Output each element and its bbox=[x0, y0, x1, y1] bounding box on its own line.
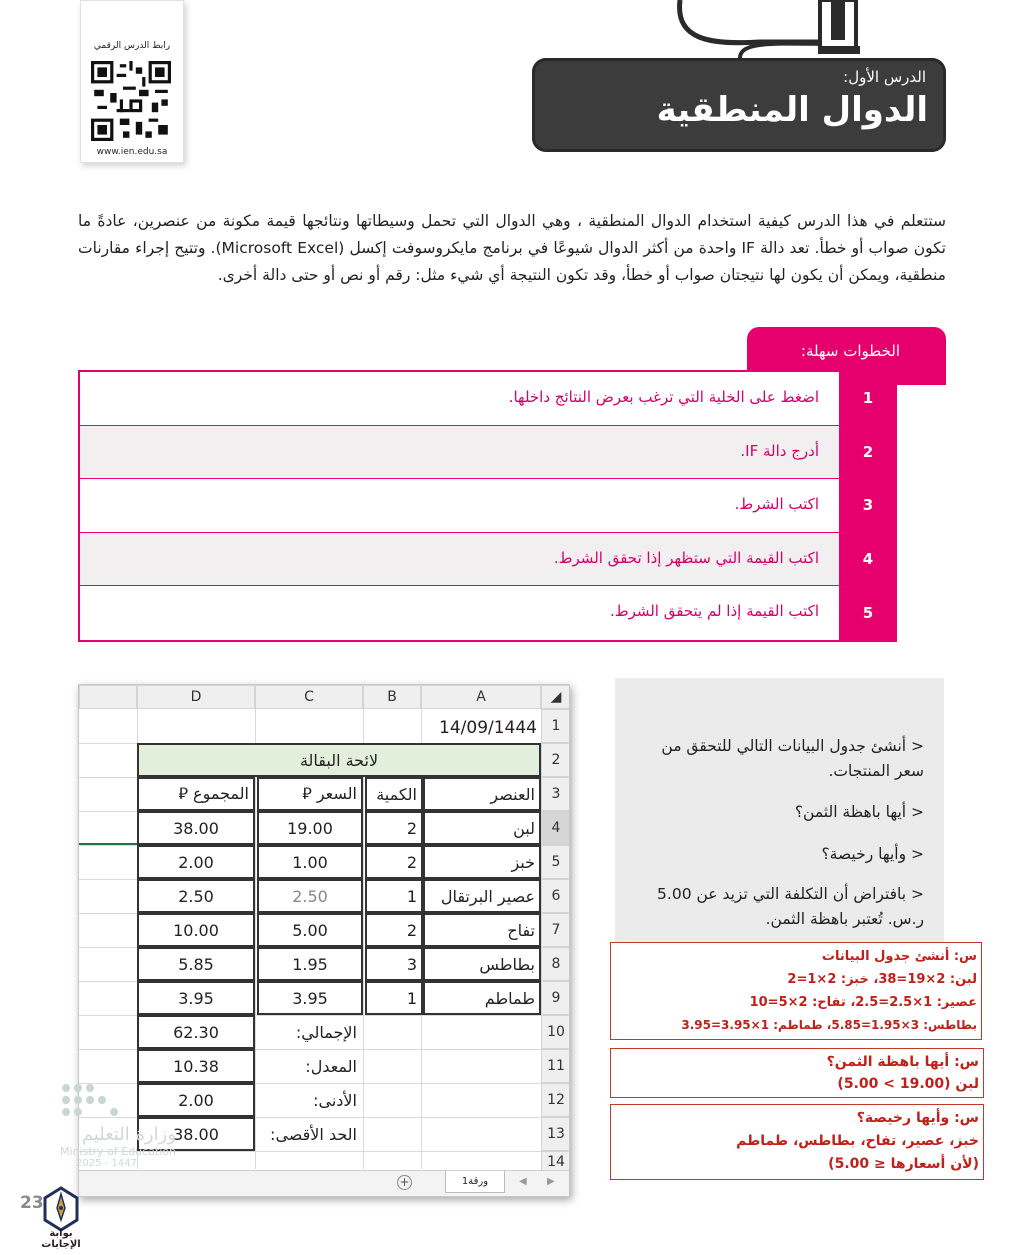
qty-cell[interactable]: 2 bbox=[365, 845, 423, 879]
column-header-b[interactable]: B bbox=[363, 685, 421, 709]
page-number: 23 bbox=[20, 1193, 44, 1213]
steps-table bbox=[78, 370, 897, 642]
answer-box-2 bbox=[610, 1048, 984, 1098]
instruction-item: < وأيها رخيصة؟ bbox=[821, 845, 924, 863]
step-text: اكتب القيمة إذا لم يتحقق الشرط. bbox=[609, 602, 819, 621]
total-cell[interactable]: 2.50 bbox=[137, 879, 255, 913]
header-qty[interactable]: الكمية bbox=[365, 777, 423, 811]
item-cell[interactable]: تفاح bbox=[423, 913, 541, 947]
price-cell[interactable]: 1.95 bbox=[257, 947, 363, 981]
lesson-subtitle: الدرس الأول: bbox=[843, 68, 926, 86]
ministry-watermark bbox=[60, 1080, 176, 1169]
row-header[interactable]: 2 bbox=[541, 743, 570, 777]
header-item[interactable]: العنصر bbox=[423, 777, 541, 811]
answer-line: عصير: 1×2.5=2.5، تفاح: 2×5=10 bbox=[749, 995, 977, 1010]
summary-label[interactable]: الأدنى: bbox=[313, 1090, 357, 1110]
watermark-arabic: وزارة التعليم bbox=[81, 1124, 177, 1145]
total-cell[interactable]: 2.00 bbox=[137, 845, 255, 879]
step-number: 4 bbox=[841, 533, 895, 586]
row-header[interactable]: 3 bbox=[541, 777, 570, 811]
price-cell[interactable]: 1.00 bbox=[257, 845, 363, 879]
qty-cell[interactable]: 2 bbox=[365, 811, 423, 845]
summary-value[interactable]: 2.00 bbox=[137, 1083, 255, 1117]
step-row bbox=[80, 533, 895, 587]
header-total[interactable]: المجموع ⃁ bbox=[137, 777, 255, 811]
qty-cell[interactable]: 1 bbox=[365, 981, 423, 1015]
column-header-blank[interactable] bbox=[79, 685, 137, 709]
step-text: اضغط على الخلية التي ترغب بعرض النتائج داخلها. bbox=[508, 388, 819, 406]
column-header-c[interactable]: C bbox=[255, 685, 363, 709]
scroll-right-icon[interactable]: ▶ bbox=[547, 1176, 555, 1187]
lesson-title: الدوال المنطقية bbox=[656, 90, 928, 130]
instructions-panel bbox=[615, 678, 944, 946]
item-cell[interactable]: خبز bbox=[423, 845, 541, 879]
price-cell[interactable]: 3.95 bbox=[257, 981, 363, 1015]
add-sheet-button[interactable]: + bbox=[397, 1175, 412, 1190]
scroll-left-icon[interactable]: ◀ bbox=[519, 1176, 527, 1187]
row-header[interactable]: 13 bbox=[541, 1117, 570, 1151]
row-header[interactable]: 1 bbox=[541, 709, 570, 743]
answer-line: لبن: 2×19=38، خبز: 2×1=2 bbox=[787, 972, 977, 987]
row-header[interactable]: 6 bbox=[541, 879, 570, 913]
total-cell[interactable]: 3.95 bbox=[137, 981, 255, 1015]
step-number: 2 bbox=[841, 426, 895, 479]
price-cell[interactable]: 2.50 bbox=[257, 879, 363, 913]
instruction-item: < أنشئ جدول البيانات التالي للتحقق من سعر المنتجات. bbox=[661, 737, 924, 780]
row-header[interactable]: 5 bbox=[541, 845, 570, 879]
answer-line: بطاطس: 3×1.95=5.85، طماطم: 1×3.95=3.95 bbox=[681, 1018, 977, 1032]
summary-label[interactable]: الإجمالي: bbox=[295, 1022, 357, 1042]
site-logo[interactable] bbox=[28, 1186, 94, 1250]
summary-value[interactable]: 62.30 bbox=[137, 1015, 255, 1049]
summary-value[interactable]: 38.00 bbox=[137, 1117, 255, 1151]
step-text: اكتب الشرط. bbox=[734, 495, 819, 514]
step-row bbox=[80, 372, 895, 426]
row-header[interactable]: 7 bbox=[541, 913, 570, 947]
pen-badge-icon bbox=[41, 1186, 81, 1232]
qr-url[interactable]: www.ien.edu.sa bbox=[96, 147, 168, 157]
list-title-cell[interactable]: لائحة البقالة bbox=[137, 743, 541, 777]
qty-cell[interactable]: 3 bbox=[365, 947, 423, 981]
step-text: اكتب القيمة التي ستظهر إذا تحقق الشرط. bbox=[553, 548, 819, 567]
price-cell[interactable]: 5.00 bbox=[257, 913, 363, 947]
sheet-tab[interactable]: ورقة1 bbox=[445, 1171, 505, 1193]
item-cell[interactable]: بطاطس bbox=[423, 947, 541, 981]
total-cell[interactable]: 5.85 bbox=[137, 947, 255, 981]
step-row bbox=[80, 586, 895, 640]
row-header[interactable]: 8 bbox=[541, 947, 570, 981]
qty-cell[interactable]: 1 bbox=[365, 879, 423, 913]
total-cell[interactable]: 38.00 bbox=[137, 811, 255, 845]
item-cell[interactable]: عصير البرتقال bbox=[423, 879, 541, 913]
step-number: 5 bbox=[841, 586, 895, 640]
sheet-tab-bar bbox=[79, 1170, 569, 1196]
summary-label[interactable]: الحد الأقصى: bbox=[270, 1124, 357, 1144]
watermark-english: Ministry of Education bbox=[60, 1145, 177, 1158]
watermark-year: 2025 - 1447 bbox=[76, 1158, 137, 1169]
total-cell[interactable]: 10.00 bbox=[137, 913, 255, 947]
steps-header-label: الخطوات سهلة: bbox=[800, 342, 900, 360]
answer-line: (لأن أسعارها ≤ 5.00) bbox=[828, 1156, 979, 1172]
step-row bbox=[80, 426, 895, 480]
header-price[interactable]: السعر ⃁ bbox=[257, 777, 363, 811]
column-header-a[interactable]: A bbox=[421, 685, 541, 709]
summary-label[interactable]: المعدل: bbox=[305, 1056, 357, 1076]
answer-line: س: أيها باهظة الثمن؟ bbox=[826, 1054, 979, 1070]
row-header[interactable]: 11 bbox=[541, 1049, 570, 1083]
row-header-selected[interactable]: 4 bbox=[541, 811, 570, 845]
row-header[interactable]: 9 bbox=[541, 981, 570, 1015]
step-number: 3 bbox=[841, 479, 895, 532]
date-cell[interactable]: 14/09/1444 bbox=[439, 718, 537, 738]
item-cell[interactable]: لبن bbox=[423, 811, 541, 845]
instruction-item: < بافتراض أن التكلفة التي تزيد عن 5.00 ر.س. تُعتبر باهظة الثمن. bbox=[657, 885, 924, 928]
step-row bbox=[80, 479, 895, 533]
qr-caption: رابط الدرس الرقمي bbox=[93, 41, 171, 51]
column-header-d[interactable]: D bbox=[137, 685, 255, 709]
answer-box-3 bbox=[610, 1104, 984, 1180]
row-header[interactable]: 10 bbox=[541, 1015, 570, 1049]
logo-label: بوابة الإجابات bbox=[41, 1228, 81, 1250]
answer-line: س: وأيها رخيصة؟ bbox=[856, 1110, 979, 1126]
answer-line: خبز، عصير، تفاح، بطاطس، طماطم bbox=[736, 1133, 979, 1149]
price-cell[interactable]: 19.00 bbox=[257, 811, 363, 845]
ministry-logo-icon bbox=[60, 1080, 160, 1120]
row-header[interactable]: 12 bbox=[541, 1083, 570, 1117]
answer-box-1 bbox=[610, 942, 982, 1040]
intro-paragraph: ستتعلم في هذا الدرس كيفية استخدام الدوال المنطقية ، وهي الدوال التي تحمل وسيطاتها ونتائجها قيمة مكونة من عنصرين، عادةً ما تكون صواب أو خطأ. تعد دالة IF واحدة من أكثر الدوال شيوعًا في برنامج مايكروسوفت إكسل (Microsoft Excel). وتتيح إجراء مقارنات منطقية، ويمكن أن يكون لها نتيجتان صواب أو خطأ، وقد تكون النتيجة أي شيء مثل: رقم أو نص أو حتى دالة أخرى. bbox=[78, 212, 946, 284]
answer-line: لبن (19.00 > 5.00) bbox=[837, 1076, 979, 1092]
step-number: 1 bbox=[841, 372, 895, 425]
step-text: أدرج دالة IF. bbox=[740, 441, 819, 460]
instruction-item: < أيها باهظة الثمن؟ bbox=[794, 803, 924, 821]
answer-line: س: أنشئ جدول البيانات bbox=[821, 949, 977, 964]
summary-value[interactable]: 10.38 bbox=[137, 1049, 255, 1083]
item-cell[interactable]: طماطم bbox=[423, 981, 541, 1015]
lesson-title-banner bbox=[532, 58, 946, 152]
select-all-corner[interactable]: ◢ bbox=[541, 685, 570, 709]
qty-cell[interactable]: 2 bbox=[365, 913, 423, 947]
row-header[interactable]: 14 bbox=[541, 1151, 570, 1173]
